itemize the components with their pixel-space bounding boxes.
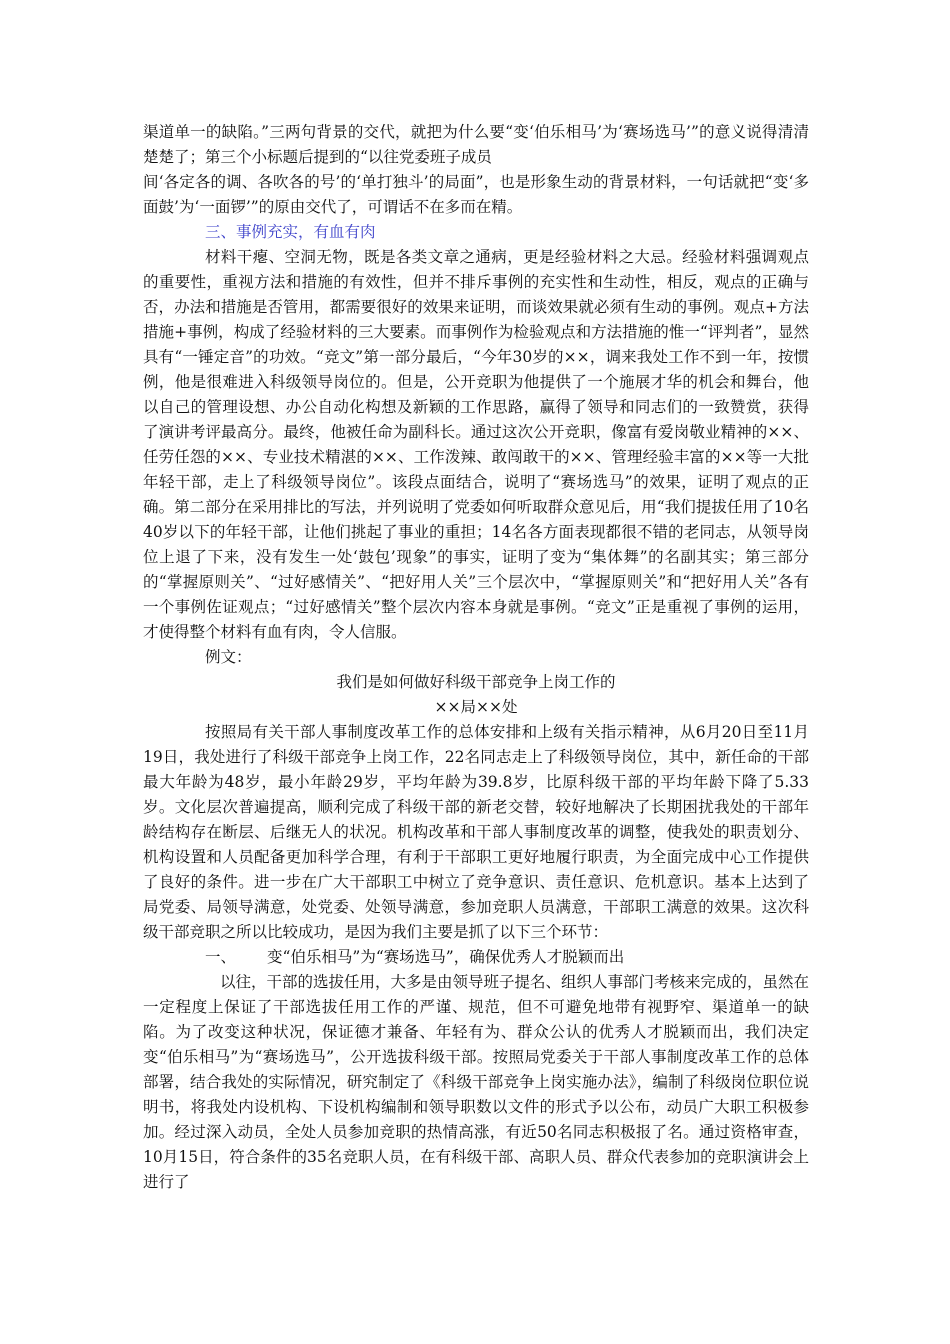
example-subheading-1	[143, 945, 809, 970]
example-doc-title: 我们是如何做好科级干部竞争上岗工作的	[336, 673, 616, 691]
subheading-text: 变“伯乐相马”为“赛场选马”，确保优秀人才脱颖而出	[267, 948, 625, 966]
paragraph-example-body: 以往，干部的选拔任用，大多是由领导班子提名、组织人事部门考核来完成的，虽然在一定程度上保证了干部选拔任用工作的严谨、规范，但不可避免地带有视野窄、渠道单一的缺陷。为了改变这种状况，保证德才兼备、年轻有为、群众公认的优秀人才脱颖而出，我们决定变“伯乐相马”为“赛场选马”，公开选拔科级干部。按照局党委关于干部人事制度改革工作的总体部署，结合我处的实际情况，研究制定了《科级干部竞争上岗实施办法》，编制了科级岗位职位说明书，将我处内设机构、下设机构编制和领导职数以文件的形式予以公布，动员广大职工积极参加。经过深入动员，全处人员参加竞职的热情高涨，有近50名同志积极报了名。通过资格审查，10月15日，符合条件的35名竞职人员，在有科级干部、高职人员、群众代表参加的竞职演讲会上进行了	[143, 973, 810, 1191]
section-heading-3: 三、事例充实，有血有肉	[205, 223, 376, 241]
paragraph-examples: 材料干瘪、空洞无物，既是各类文章之通病，更是经验材料之大忌。经验材料强调观点的重要性，重视方法和措施的有效性，但并不排斥事例的充实性和生动性，相反，观点的正确与否，办法和措施是否管用，都需要很好的效果来证明，而谈效果就必须有生动的事例。观点+方法措施+事例，构成了经验材料的三大要素。而事例作为检验观点和方法措施的惟一“评判者”，显然具有“一锤定音”的功效。“竞文”第一部分最后，“今年30岁的××，调来我处工作不到一年，按惯例，他是很难进入科级领导岗位的。但是，公开竞职为他提供了一个施展才华的机会和舞台，他以自己的管理设想、办公自动化构想及新颖的工作思路，赢得了领导和同志们的一致赞赏，获得了演讲考评最高分。最终，他被任命为副科长。通过这次公开竞职，像富有爱岗敬业精神的××、任劳任怨的××、专业技术精湛的××、工作泼辣、敢闯敢干的××、管理经验丰富的××等一大批年轻干部，走上了科级领导岗位”。该段点面结合，说明了“赛场选马”的效果，证明了观点的正确。第二部分在采用排比的写法，并列说明了党委如何听取群众意见后，用“我们提拔任用了10名40岁以下的年轻干部，让他们挑起了事业的重担；14名各方面表现都很不错的老同志，从领导岗位上退了下来，没有发生一处‘鼓包’现象”的事实，证明了变为“集体舞”的名副其实；第三部分的“掌握原则关”、“过好感情关”、“把好用人关”三个层次中，“掌握原则关”和“把好用人关”各有一个事例佐证观点；“过好感情关”整个层次内容本身就是事例。“竞文”正是重视了事例的运用，才使得整个材料有血有肉，令人信服。	[143, 248, 809, 641]
paragraph-background-cont-2: 间‘各定各的调、各吹各的号’的‘单打独斗’的局面”，也是形象生动的背景材料，一句话就把“变‘多面鼓’为‘一面锣’”的原由交代了，可谓话不在多而在精。	[143, 173, 809, 216]
paragraph-background-cont-1: 渠道单一的缺陷。”三两句背景的交代，就把为什么要“变‘伯乐相马’为‘赛场选马’”的意义说得清清楚楚了；第三个小标题后提到的“以往党委班子成员	[143, 123, 809, 166]
subheading-number: 一、	[205, 948, 237, 966]
example-doc-author: ××局××处	[434, 698, 518, 716]
document-page	[143, 120, 809, 1195]
paragraph-example-intro: 按照局有关干部人事制度改革工作的总体安排和上级有关指示精神，从6月20日至11月19日，我处进行了科级干部竞争上岗工作，22名同志走上了科级领导岗位，其中，新任命的干部最大年龄为48岁，最小年龄29岁，平均年龄为39.8岁，比原科级干部的平均年龄下降了5.33岁。文化层次普遍提高，顺利完成了科级干部的新老交替，较好地解决了长期困扰我处的干部年龄结构存在断层、后继无人的状况。机构改革和干部人事制度改革的调整，使我处的职责划分、机构设置和人员配备更加科学合理，有利于干部职工更好地履行职责，为全面完成中心工作提供了良好的条件。进一步在广大干部职工中树立了竞争意识、责任意识、危机意识。基本上达到了局党委、局领导满意，处党委、处领导满意，参加竞职人员满意，干部职工满意的效果。这次科级干部竞职之所以比较成功，是因为我们主要是抓了以下三个环节：	[143, 723, 809, 941]
example-label: 例文：	[205, 648, 252, 666]
